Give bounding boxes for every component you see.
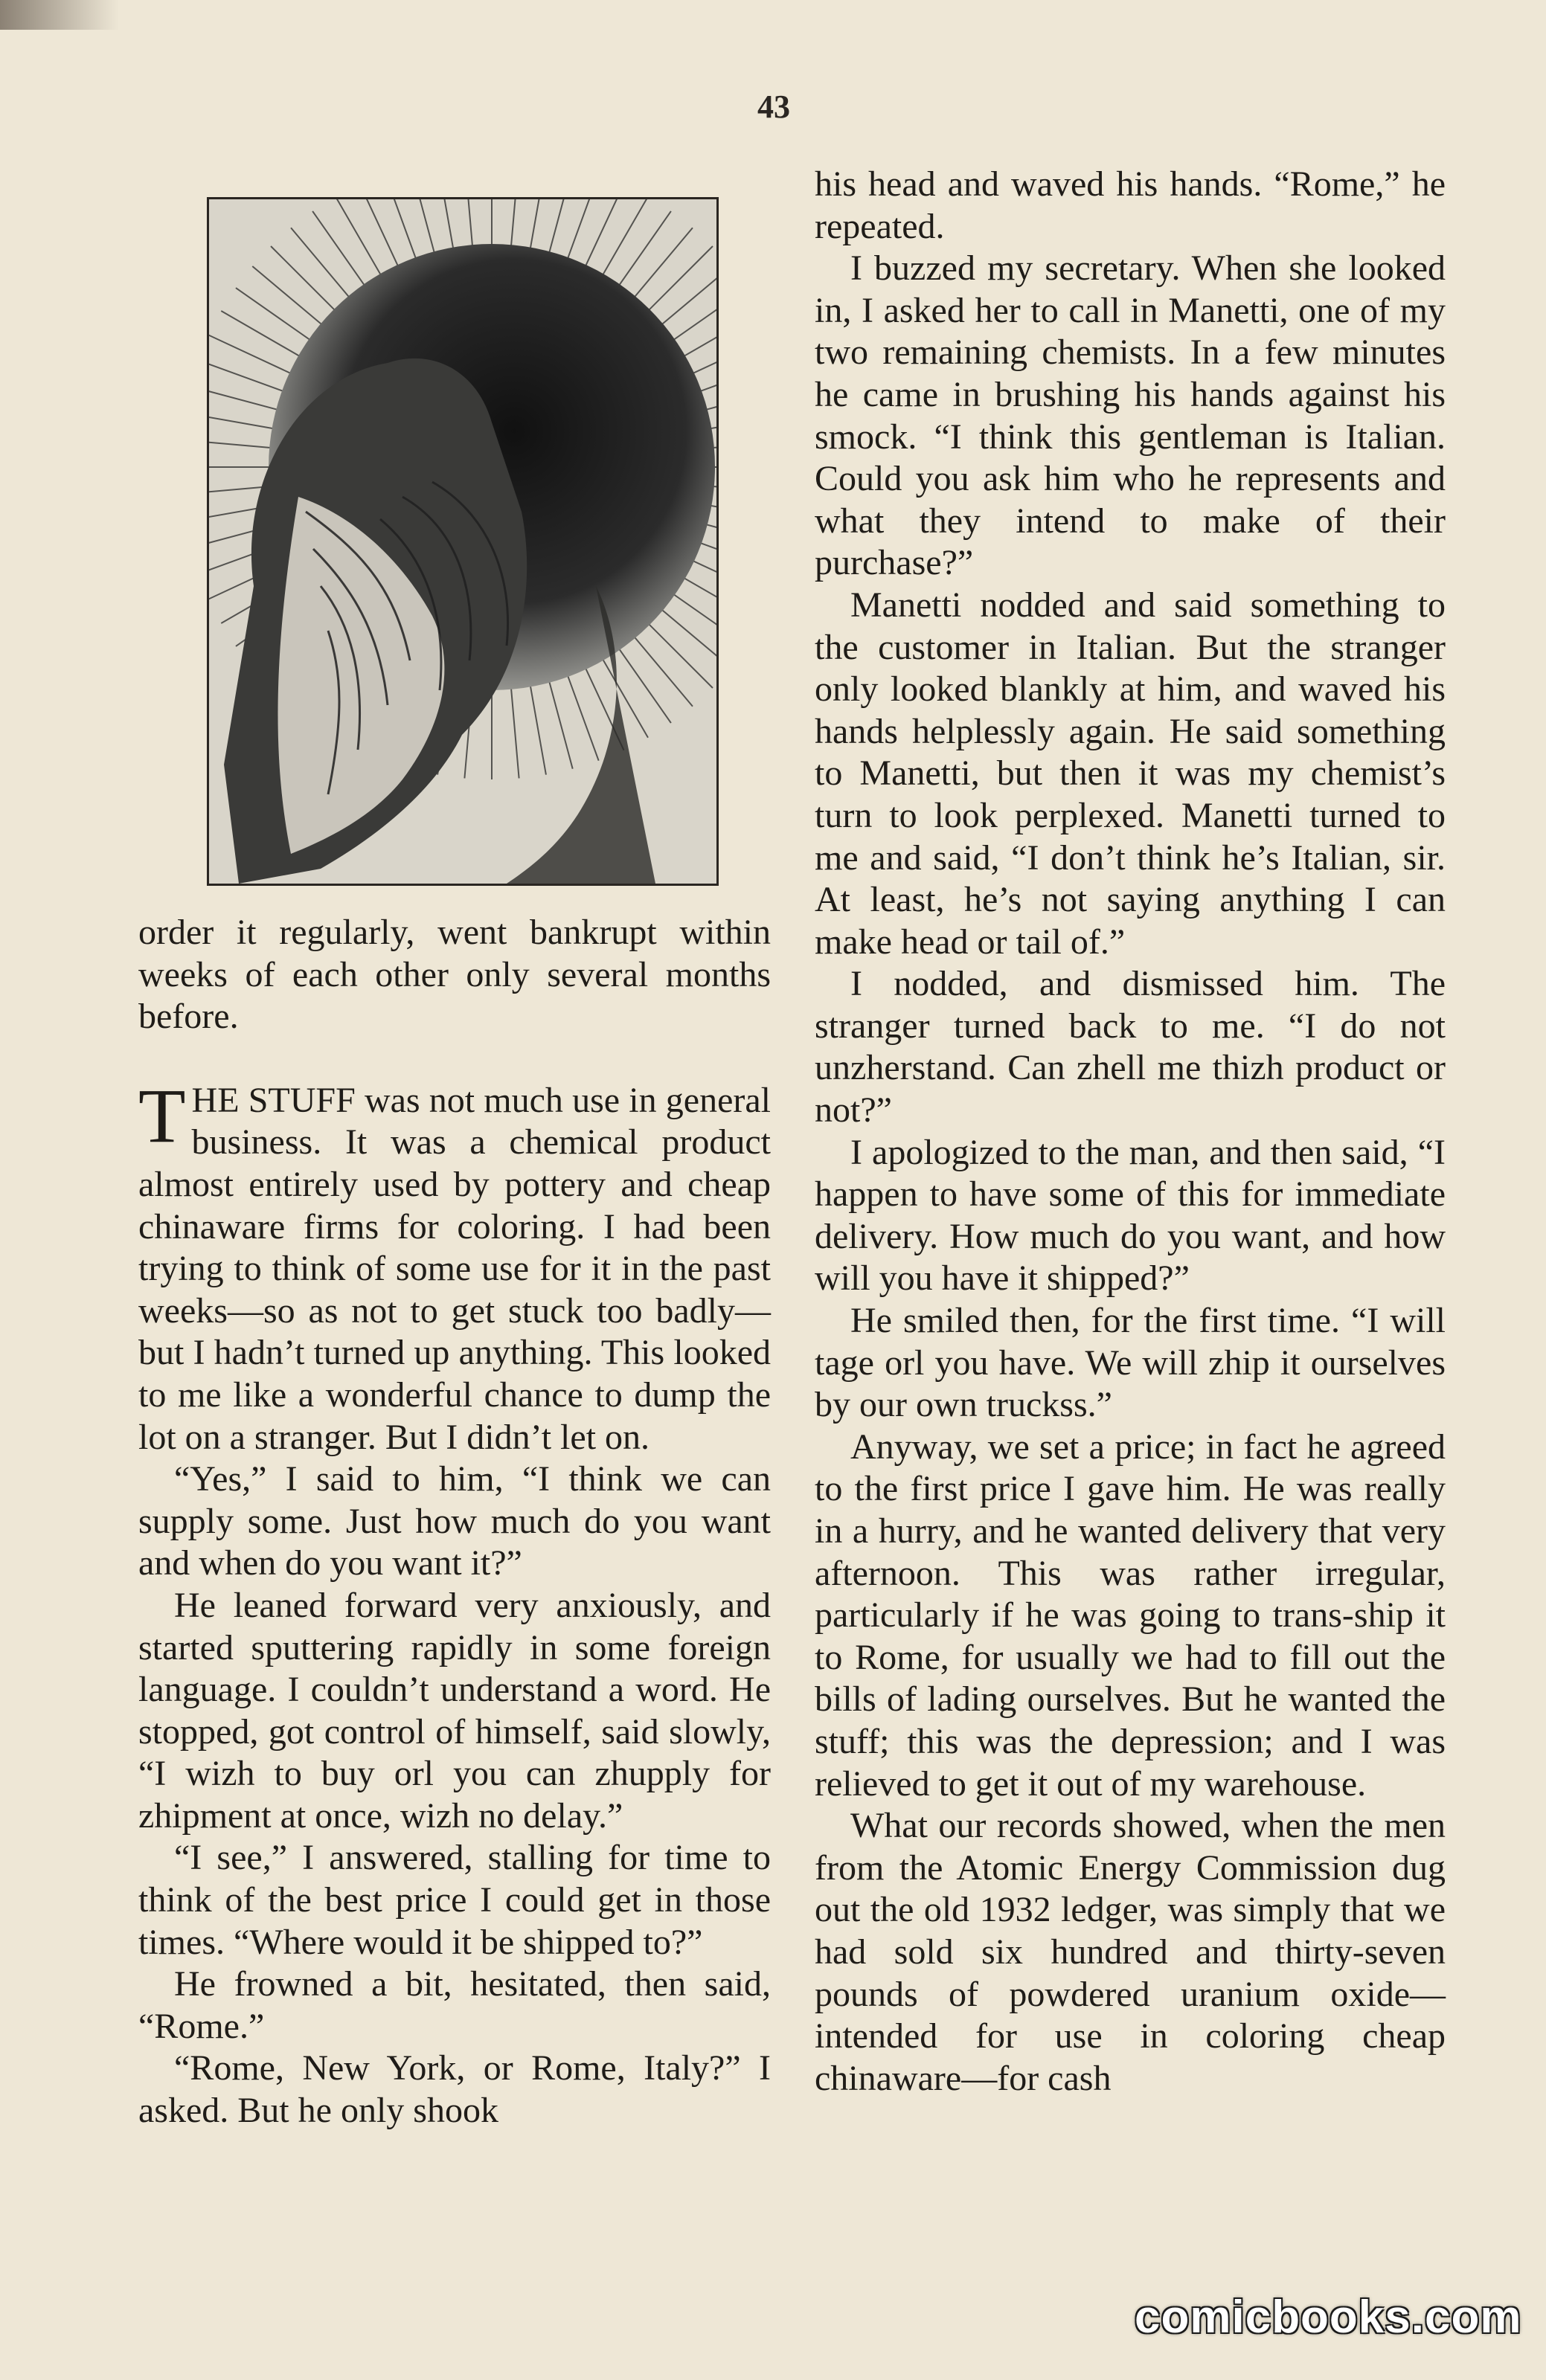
paragraph: I nodded, and dismissed him. The stranger turned back to me. “I do not unzherstand. Can zhell me thizh product or not?” [815, 964, 1446, 1130]
paragraph: What our records showed, when the men from the Atomic Energy Commission dug out the old 1932 ledger, was simply that we had sold six hundred and thirty-seven pounds of powdered uranium oxide—intended for use in coloring cheap chinaware—for cash [815, 1806, 1446, 2098]
paragraph-with-drop-cap [138, 1072, 771, 1458]
paragraph: Manetti nodded and said something to the customer in Italian. But the stranger only looked blankly at him, and waved his hands helplessly again. He said something to Manetti, but then it was my chemist’s turn to look perplexed. Manetti turned to me and said, “I don’t think he’s Italian, sir. At least, he’s not saying anything I can make head or tail of.” [815, 585, 1446, 962]
paragraph: I apologized to the man, and then said, “I happen to have some of this for immediate delivery. How much do you want, and how will you have it shipped?” [815, 1132, 1446, 1299]
paragraph: He leaned forward very anxiously, and started sputtering rapidly in some foreign language. I couldn’t understand a word. He stopped, got control of himself, said slowly, “I wizh to buy orl you can zhupply for zhipment at once, wizh no delay.” [138, 1585, 771, 1836]
paragraph: He smiled then, for the first time. “I will tage orl you have. We will zhip it ourselves by our own truckss.” [815, 1301, 1446, 1425]
paragraph: I buzzed my secretary. When she looked in, I asked her to call in Manetti, one of my two remaining chemists. In a few minutes he came in brushing his hands against his smock. “I think this gentleman is Italian. Could you ask him who he represents and what they intend to make of their purchase?” [815, 248, 1446, 583]
left-text-column [138, 912, 771, 2132]
page-corner-stain [0, 0, 119, 30]
portrait-illustration [207, 197, 719, 886]
drop-cap: T [138, 1072, 186, 1159]
paragraph: his head and waved his hands. “Rome,” he repeated. [815, 164, 1446, 246]
paragraph: “Rome, New York, or Rome, Italy?” I asked. But he only shook [138, 2048, 771, 2131]
paragraph: Anyway, we set a price; in fact he agreed to the first price I gave him. He was really in a hurry, and he wanted delivery that very afternoon. This was rather irregular, particularly if he was going to trans-ship it to Rome, for usually we had to fill out the bills of lading ourselves. But he wanted the stuff; this was the depression; and I was relieved to get it out of my warehouse. [815, 1427, 1446, 1804]
paragraph-text: HE STUFF was not much use in general business. It was a chemical product almost entirely used by pottery and cheap chinaware firms for coloring. I had been trying to think of some use for it in the past weeks—so as not to get stuck too badly—but I hadn’t turned up anything. This looked to me like a wonderful chance to dump the lot on a stranger. But I didn’t let on. [138, 1080, 771, 1457]
engraving-image [209, 199, 716, 884]
paragraph: He frowned a bit, hesitated, then said, “Rome.” [138, 1964, 771, 2046]
paragraph: “I see,” I answered, stalling for time to think of the best price I could get in those times. “Where would it be shipped to?” [138, 1838, 771, 1962]
page-number: 43 [757, 89, 790, 125]
watermark-logo: comicbooks.com [1135, 2291, 1522, 2343]
paragraph: “Yes,” I said to him, “I think we can supply some. Just how much do you want and when do you want it?” [138, 1459, 771, 1583]
right-text-column [815, 164, 1446, 2100]
paragraph: order it regularly, went bankrupt within weeks of each other only several months before. [138, 913, 771, 1037]
